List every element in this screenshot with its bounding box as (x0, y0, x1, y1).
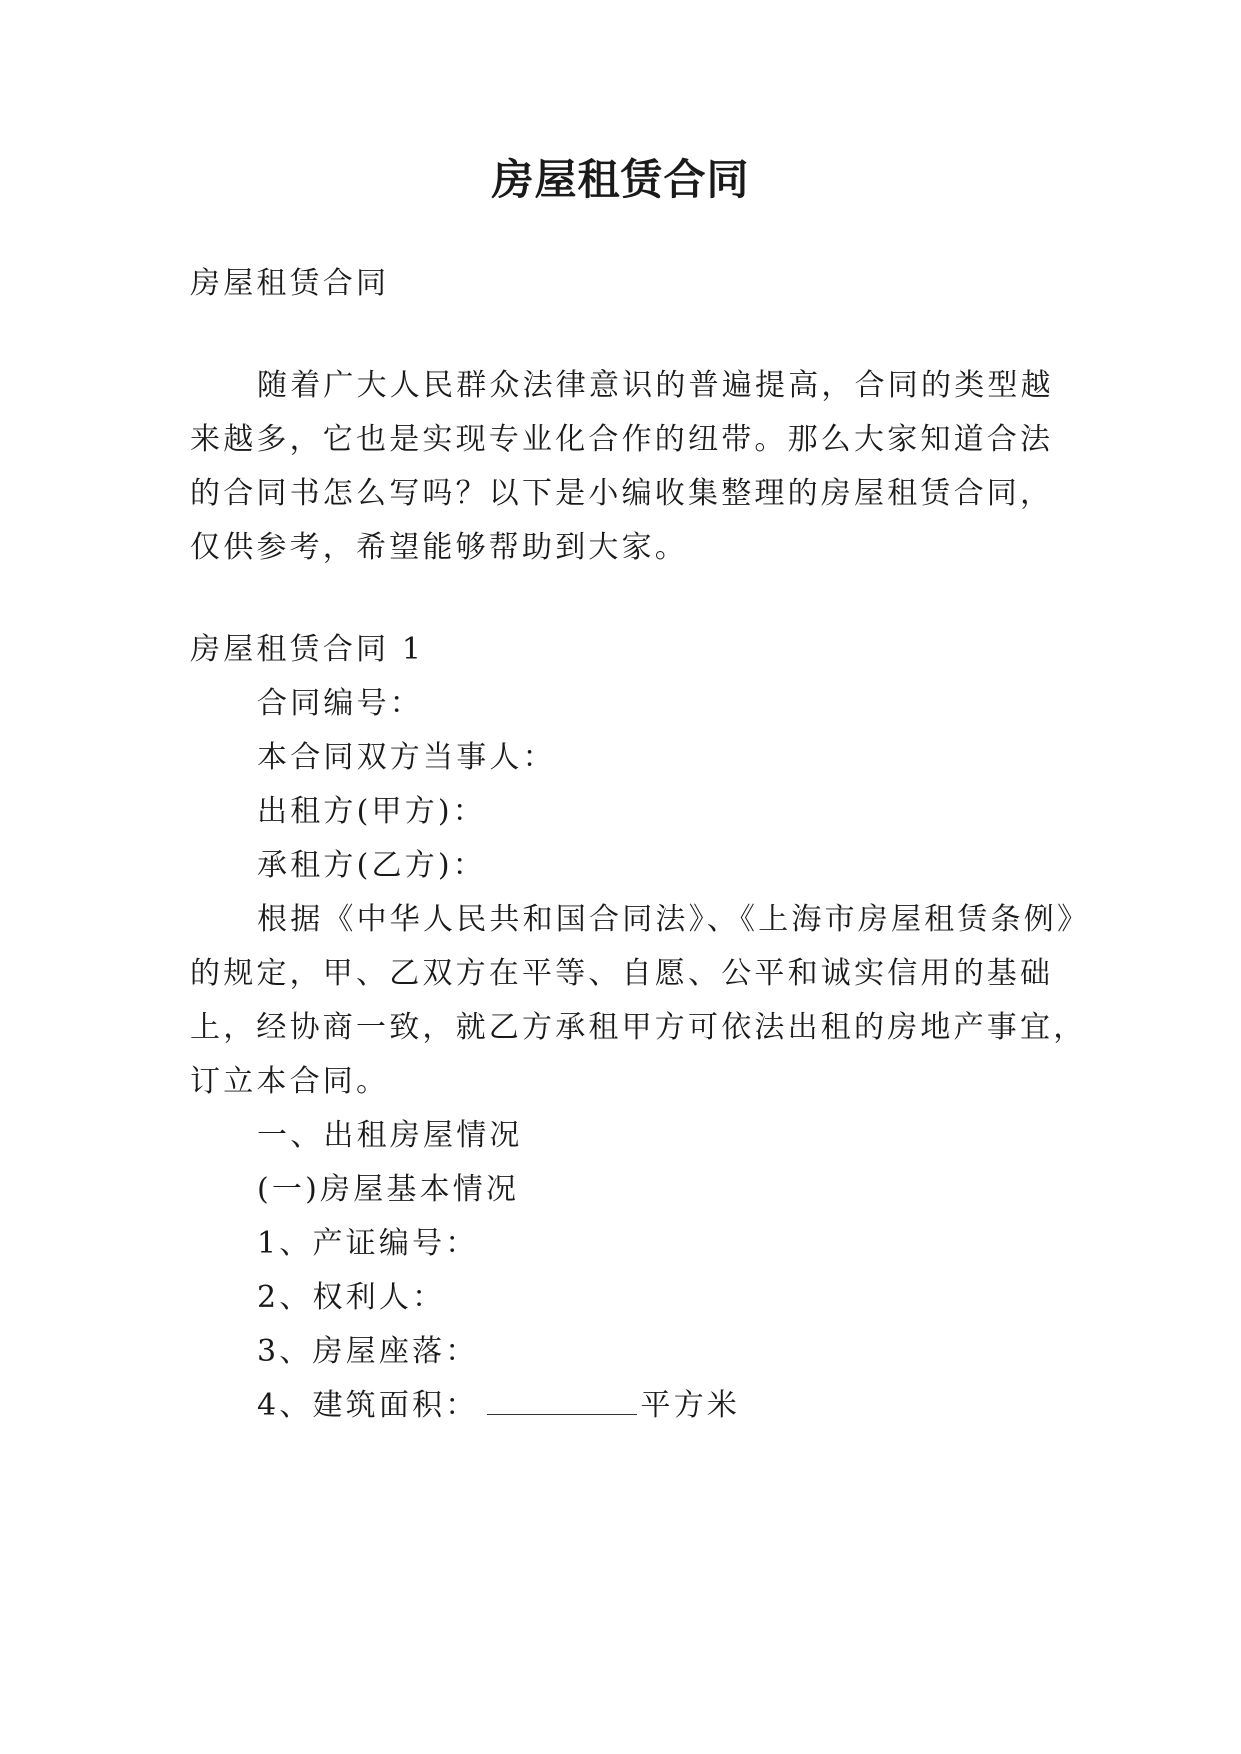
building-area-unit: 平方米 (640, 1388, 741, 1423)
intro-line-3: 的合同书怎么写吗？以下是小编收集整理的房屋租赁合同， (190, 476, 1054, 511)
preamble-line-1: 根据《中华人民共和国合同法》、《上海市房屋租赁条例》 (257, 902, 1091, 937)
subsection-1-title: (一)房屋基本情况 (257, 1172, 520, 1207)
preamble-line-2: 的规定，甲、乙双方在平等、自愿、公平和诚实信用的基础 (190, 956, 1054, 991)
lessor-label: 出租方(甲方)： (257, 794, 487, 829)
contract-number-label: 合同编号： (257, 686, 423, 721)
document-title: 房屋租赁合同 (491, 155, 750, 204)
item-building-area (257, 1384, 740, 1428)
section-heading: 房屋租赁合同 (190, 266, 390, 301)
contract-heading: 房屋租赁合同 1 (190, 632, 425, 667)
intro-line-2: 来越多，它也是实现专业化合作的纽带。那么大家知道合法 (190, 422, 1054, 457)
preamble-line-3: 上，经协商一致，就乙方承租甲方可依法出租的房地产事宜， (190, 1010, 1087, 1045)
item-house-location: 3、房屋座落： (257, 1334, 479, 1369)
intro-line-4: 仅供参考，希望能够帮助到大家。 (190, 530, 688, 565)
contract-parties-label: 本合同双方当事人： (257, 740, 556, 775)
item-right-holder: 2、权利人： (257, 1280, 446, 1315)
building-area-label: 4、建筑面积： (257, 1388, 479, 1423)
lessee-label: 承租方(乙方)： (257, 848, 487, 883)
item-certificate-number: 1、产证编号： (257, 1226, 479, 1261)
preamble-line-4: 订立本合同。 (190, 1064, 390, 1099)
building-area-blank (487, 1384, 637, 1415)
intro-line-1: 随着广大人民群众法律意识的普遍提高，合同的类型越 (257, 368, 1054, 403)
section-1-title: 一、出租房屋情况 (257, 1118, 523, 1153)
